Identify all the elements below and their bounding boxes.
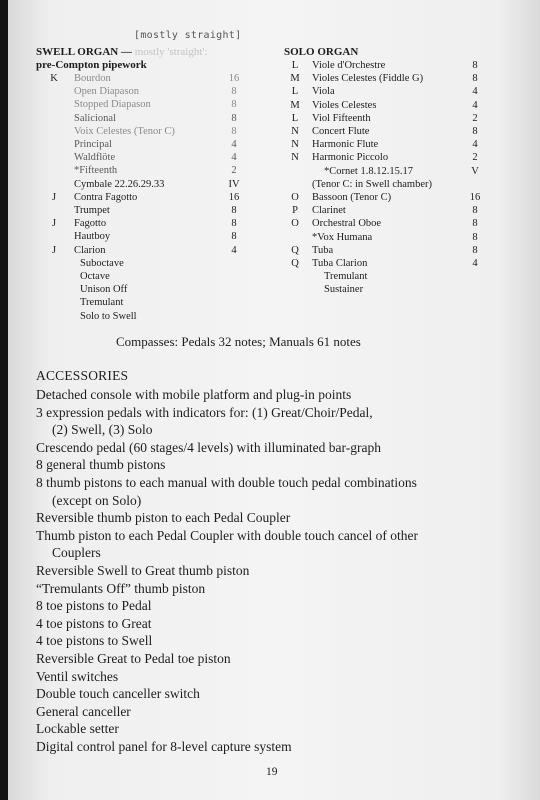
stop-name: Tuba Clarion bbox=[312, 258, 368, 269]
accessory-text: 3 expression pedals with indicators for: (1) Great/Choir/Pedal, bbox=[36, 404, 373, 420]
stop-name: *Vox Humana bbox=[312, 231, 373, 243]
swell-title-faded: mostly 'straight': bbox=[134, 46, 208, 58]
accessory-item bbox=[36, 509, 516, 527]
accessory-item bbox=[36, 439, 516, 457]
swell-organ-heading bbox=[36, 46, 207, 58]
stop-name: *Cornet 1.8.12.15.17 bbox=[324, 165, 413, 177]
swell-organ-subtitle: pre-Compton pipework bbox=[36, 59, 147, 71]
stop-mark: N bbox=[291, 139, 299, 151]
accessory-item bbox=[36, 668, 516, 686]
stop-pitch: 4 bbox=[231, 139, 237, 150]
accessory-text: Lockable setter bbox=[36, 721, 119, 737]
stop-pitch: 4 bbox=[472, 139, 478, 151]
accessory-text: Thumb piston to each Pedal Coupler with double touch cancel of other bbox=[36, 527, 419, 543]
stop-mark: O bbox=[291, 218, 299, 230]
stop-mark: L bbox=[291, 86, 299, 98]
stop-pitch: 16 bbox=[228, 73, 240, 84]
accessory-item bbox=[36, 720, 516, 738]
stop-name: Bassoon (Tenor C) bbox=[312, 192, 392, 203]
stop-name: Contra Fagotto bbox=[74, 191, 138, 203]
compasses-line: Compasses: Pedals 32 notes; Manuals 61 notes bbox=[116, 334, 361, 349]
accessory-text: Reversible thumb piston to each Pedal Coupler bbox=[36, 510, 291, 526]
accessory-text: Reversible Swell to Great thumb piston bbox=[36, 562, 250, 578]
stop-pitch: 8 bbox=[472, 60, 478, 71]
stop-name: Clarion bbox=[74, 244, 106, 256]
stop-mark: J bbox=[51, 191, 57, 203]
accessory-text: 8 toe pistons to Pedal bbox=[36, 598, 152, 614]
stop-pitch: 8 bbox=[231, 125, 237, 137]
accessory-text: Detached console with mobile platform and plug-in points bbox=[36, 387, 352, 402]
accessory-item bbox=[36, 386, 516, 404]
accessory-text: 8 general thumb pistons bbox=[36, 457, 166, 473]
stop-name: Unison Off bbox=[80, 284, 128, 296]
stop-mark: N bbox=[291, 152, 299, 164]
accessory-item bbox=[36, 562, 516, 580]
accessory-continuation: (except on Solo) bbox=[52, 492, 142, 508]
stop-name: Suboctave bbox=[80, 257, 124, 269]
accessory-text: 8 thumb pistons to each manual with double touch pedal combinations bbox=[36, 474, 417, 490]
accessory-item bbox=[36, 685, 516, 703]
stop-mark: L bbox=[291, 112, 299, 124]
stop-name: Viol Fifteenth bbox=[312, 112, 371, 124]
stop-mark: L bbox=[291, 60, 299, 71]
accessory-item bbox=[36, 580, 516, 598]
accessory-item bbox=[36, 404, 516, 439]
stop-name: Fagotto bbox=[74, 218, 107, 230]
stop-name: Concert Flute bbox=[312, 126, 370, 137]
stop-name: Viola bbox=[312, 86, 335, 98]
stop-pitch: 8 bbox=[472, 218, 478, 230]
accessory-item bbox=[36, 474, 516, 509]
stop-pitch: V bbox=[471, 165, 479, 177]
accessory-item bbox=[36, 527, 516, 562]
stop-pitch: 8 bbox=[472, 126, 478, 137]
document-page bbox=[8, 0, 540, 800]
accessory-text: General canceller bbox=[36, 703, 131, 719]
stop-pitch: 8 bbox=[472, 244, 478, 256]
stop-pitch: 8 bbox=[472, 73, 478, 85]
stop-pitch: 4 bbox=[472, 86, 478, 98]
stop-name: Octave bbox=[80, 271, 110, 282]
accessory-text: Reversible Great to Pedal toe piston bbox=[36, 650, 231, 666]
stop-name: Cymbale 22.26.29.33 bbox=[74, 178, 165, 190]
stop-mark: N bbox=[291, 126, 299, 137]
stop-pitch: 2 bbox=[231, 165, 237, 177]
stop-pitch: 8 bbox=[231, 86, 237, 98]
stop-name: Open Diapason bbox=[74, 86, 140, 98]
stop-pitch: 2 bbox=[472, 112, 478, 124]
stop-mark: M bbox=[290, 73, 300, 85]
stop-mark: O bbox=[291, 192, 299, 203]
stop-name: Orchestral Oboe bbox=[312, 218, 382, 230]
accessory-item bbox=[36, 597, 516, 615]
solo-organ-heading: SOLO ORGAN bbox=[284, 46, 359, 58]
stop-mark: P bbox=[292, 205, 298, 217]
accessory-item bbox=[36, 738, 516, 756]
stop-name: Salicional bbox=[74, 112, 116, 124]
accessory-item bbox=[36, 456, 516, 474]
accessory-text: 4 toe pistons to Great bbox=[36, 615, 152, 631]
stop-name: Voix Celestes (Tenor C) bbox=[74, 125, 175, 137]
accessory-continuation: (2) Swell, (3) Solo bbox=[52, 422, 153, 438]
stop-name: Harmonic Piccolo bbox=[312, 152, 389, 164]
stop-name: Clarinet bbox=[312, 205, 346, 217]
stop-name: Hautboy bbox=[74, 231, 111, 243]
stop-pitch: 8 bbox=[231, 205, 237, 216]
accessories-list bbox=[36, 386, 516, 755]
stop-name: Sustainer bbox=[324, 284, 364, 296]
stop-name: Stopped Diapason bbox=[74, 99, 151, 111]
stop-pitch: 4 bbox=[472, 258, 478, 269]
stop-pitch: 16 bbox=[469, 192, 481, 203]
stop-name: Tremulant bbox=[324, 271, 368, 283]
stop-pitch: IV bbox=[228, 178, 240, 190]
stop-name: Waldflöte bbox=[74, 152, 116, 164]
accessory-text: Ventil switches bbox=[36, 668, 119, 684]
stop-name: Bourdon bbox=[74, 73, 111, 84]
stop-name: Solo to Swell bbox=[80, 310, 137, 322]
stop-mark: Q bbox=[291, 244, 299, 256]
stop-name: Tremulant bbox=[80, 297, 124, 309]
stop-name: Violes Celestes (Fiddle G) bbox=[312, 73, 424, 85]
stop-pitch: 8 bbox=[472, 231, 478, 243]
swell-title-text: SWELL ORGAN — bbox=[36, 46, 132, 58]
stop-pitch: 2 bbox=[472, 152, 478, 164]
accessory-item bbox=[36, 650, 516, 668]
accessory-text: Digital control panel for 8-level capture system bbox=[36, 738, 292, 754]
stop-pitch: 8 bbox=[231, 99, 237, 111]
stop-pitch: 8 bbox=[231, 231, 237, 243]
accessory-continuation: Couplers bbox=[52, 545, 101, 561]
accessory-text: 4 toe pistons to Swell bbox=[36, 633, 153, 649]
handwritten-annotation: [mostly straight] bbox=[134, 30, 242, 41]
accessory-text: Crescendo pedal (60 stages/4 levels) with illuminated bar-graph bbox=[36, 439, 382, 455]
stop-pitch: 16 bbox=[228, 191, 240, 203]
stop-name: Violes Celestes bbox=[312, 99, 377, 111]
stop-name: Harmonic Flute bbox=[312, 139, 379, 151]
stop-name: (Tenor C: in Swell chamber) bbox=[312, 178, 432, 190]
accessories-heading: ACCESSORIES bbox=[36, 368, 129, 383]
accessory-item bbox=[36, 703, 516, 721]
accessory-item bbox=[36, 632, 516, 650]
stop-mark: Q bbox=[291, 258, 299, 269]
stop-pitch: 4 bbox=[231, 244, 237, 256]
page-number: 19 bbox=[266, 766, 278, 778]
stop-pitch: 8 bbox=[231, 218, 237, 230]
stop-name: Tuba bbox=[312, 244, 334, 256]
stop-pitch: 8 bbox=[231, 112, 237, 124]
stop-mark: M bbox=[290, 99, 300, 111]
stop-mark: K bbox=[50, 73, 58, 84]
stop-name: Viole d'Orchestre bbox=[312, 60, 386, 71]
stop-name: *Fifteenth bbox=[74, 165, 118, 177]
stop-pitch: 8 bbox=[472, 205, 478, 217]
stop-name: Trumpet bbox=[74, 205, 110, 216]
accessory-text: Double touch canceller switch bbox=[36, 686, 200, 702]
stop-mark: J bbox=[51, 244, 57, 256]
stop-mark: J bbox=[51, 218, 57, 230]
stop-pitch: 4 bbox=[472, 99, 478, 111]
stop-name: Principal bbox=[74, 139, 112, 150]
stop-pitch: 4 bbox=[231, 152, 237, 164]
accessory-item bbox=[36, 615, 516, 633]
accessory-text: “Tremulants Off” thumb piston bbox=[36, 580, 206, 596]
